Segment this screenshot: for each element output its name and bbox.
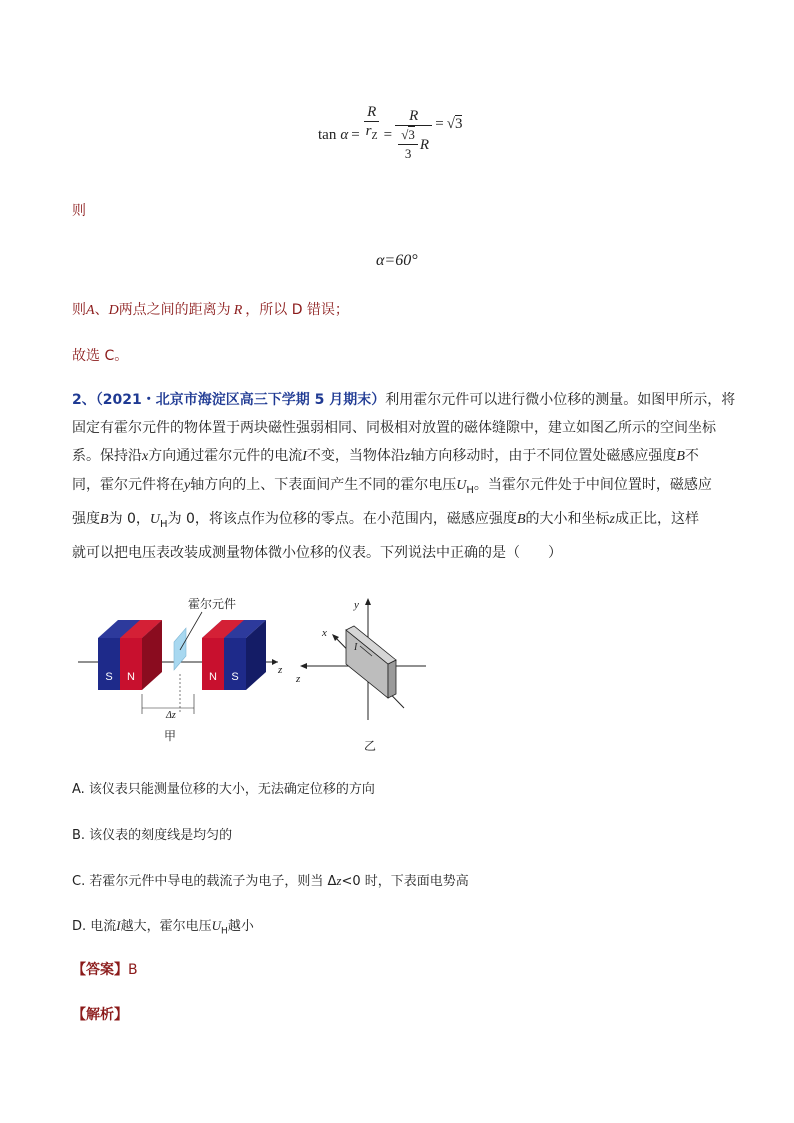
answer-line <box>72 959 138 979</box>
optC-post: <0 时，下表面电势高 <box>341 874 469 889</box>
question-line-2: 固定有霍尔元件的物体置于两块磁性强弱相同、同极相对放置的磁体缝隙中，建立如图乙所示的空间坐标 <box>72 420 716 436</box>
current-I-label: I <box>354 642 358 653</box>
option-A: A. 该仪表只能测量位移的大小，无法确定位移的方向 <box>72 782 375 797</box>
formula-alpha-60: α=60° <box>376 252 418 269</box>
z-axis-label: z <box>278 664 283 676</box>
z2-axis-label: z <box>296 673 301 685</box>
answer-label: 【答案】 <box>72 962 128 978</box>
q3e: 不 <box>684 448 699 464</box>
choose-line: 故选 C。 <box>72 348 129 364</box>
q3c: 不变，当物体沿 <box>306 448 405 464</box>
sqrt3-result: √3 <box>446 115 463 132</box>
figure-hall-element <box>70 590 440 760</box>
frac2-den <box>395 126 432 163</box>
magnet1-N: N <box>127 671 135 683</box>
q5-B2: B <box>516 511 526 527</box>
q3-x: x <box>142 449 149 464</box>
jia-label: 甲 <box>164 729 177 743</box>
magnet1-S: S <box>105 671 113 683</box>
point-A: A <box>86 303 95 318</box>
q3-z: z <box>404 449 411 464</box>
frac1-den <box>363 122 381 146</box>
alpha-symbol: α <box>340 126 349 143</box>
magnet2-N: N <box>209 671 217 683</box>
dz-label: Δz <box>166 710 176 721</box>
hall-label: 霍尔元件 <box>188 597 237 611</box>
yi-label: 乙 <box>364 739 377 753</box>
question-line-1 <box>72 386 736 414</box>
question-number: 2、 <box>72 392 96 408</box>
question-line1-text: 利用霍尔元件可以进行微小位移的测量。如图甲所示，将 <box>385 392 736 408</box>
q4-y: y <box>184 478 191 493</box>
q4a: 同，霍尔元件将在 <box>72 477 184 493</box>
q5-B1: B <box>100 511 109 527</box>
q5c: 为 0，将该点作为位移的零点。在小范围内，磁感应强度 <box>167 510 517 527</box>
q5b: 为 0， <box>108 510 150 527</box>
sqrt3-result-radicand: 3 <box>454 115 463 132</box>
three-den: 3 <box>404 146 412 161</box>
x-axis-label: x <box>322 627 327 639</box>
option-B: B. 该仪表的刻度线是均匀的 <box>72 828 233 843</box>
q5d: 的大小和坐标 <box>525 510 610 527</box>
question-line-3 <box>72 442 732 471</box>
frac1-num: R <box>364 103 379 122</box>
fraction-r-over-sqrt3 <box>395 107 432 163</box>
conclusion-sep: 、 <box>94 302 109 318</box>
equals-2: = <box>383 126 393 143</box>
distance-R: R <box>233 303 243 318</box>
sqrt3-num: √3 <box>398 126 418 145</box>
q3a: 系。保持沿 <box>72 448 142 464</box>
conclusion-line <box>72 299 349 319</box>
q5-Hsub: H <box>160 518 168 530</box>
optD-I: I <box>116 918 121 933</box>
formula-tan-alpha <box>318 100 462 170</box>
y-axis-arrow <box>365 598 371 605</box>
q3d: 轴方向移动时，由于不同位置处磁感应强度 <box>410 448 677 464</box>
optC-pre: C. 若霍尔元件中导电的载流子为电子，则当 Δ <box>72 874 337 889</box>
rz-sub: Z <box>371 130 378 142</box>
magnet2-S: S <box>231 671 239 683</box>
answer-value: B <box>128 962 138 978</box>
question-line-6: 就可以把电压表改装成测量物体微小位移的仪表。下列说法中正确的是（ ） <box>72 544 562 561</box>
q4c: 。当霍尔元件处于中间位置时，磁感应 <box>473 477 712 493</box>
tan-text: tan <box>318 126 337 143</box>
optD-mid: 越大，霍尔电压 <box>120 919 212 934</box>
question-source: （2021・北京市海淀区高三下学期 5 月期末） <box>95 392 386 408</box>
fraction-r-over-rz <box>363 103 381 146</box>
equals-1: = <box>351 126 360 143</box>
q4-U: U <box>456 478 467 493</box>
ze-text: 则 <box>72 203 86 219</box>
optD-H: H <box>221 926 228 937</box>
question-line-5 <box>72 505 732 539</box>
q5e: 成正比，这样 <box>614 510 699 527</box>
point-D: D <box>108 303 119 318</box>
equals-3: = <box>435 115 444 132</box>
gray-plate-side <box>388 660 396 698</box>
question-line-4 <box>72 471 732 505</box>
q5-z: z <box>609 511 615 527</box>
analysis-label: 【解析】 <box>72 1007 128 1023</box>
frac2-num: R <box>395 107 432 126</box>
optD-U: U <box>211 918 222 933</box>
sqrt3-radicand: 3 <box>408 127 415 142</box>
q3-I: I <box>302 449 307 464</box>
option-D <box>72 915 254 937</box>
conclusion-mid: 两点之间的距离为 <box>118 302 231 318</box>
q4b: 轴方向的上、下表面间产生不同的霍尔电压 <box>190 477 457 493</box>
q3b: 方向通过霍尔元件的电流 <box>148 448 303 464</box>
q4-Hsub: H <box>466 484 474 496</box>
sqrt3-over-3 <box>398 126 418 163</box>
optC-z: z <box>336 873 342 888</box>
hall-plate <box>174 628 186 670</box>
conclusion-tail: ，所以 D 错误； <box>245 302 349 318</box>
option-C <box>72 870 469 889</box>
optD-pre: D. 电流 <box>72 919 117 934</box>
conclusion-prefix: 则 <box>72 302 86 318</box>
frac2-R: R <box>419 136 430 153</box>
rz-r: r <box>365 122 372 139</box>
optD-post: 越小 <box>227 919 254 934</box>
y-axis-label: y <box>354 599 359 611</box>
q5a: 强度 <box>72 510 100 527</box>
q3-B: B <box>676 449 685 464</box>
q5-U: U <box>149 511 161 527</box>
question-block <box>72 386 736 567</box>
z2-axis-arrow <box>300 663 307 669</box>
